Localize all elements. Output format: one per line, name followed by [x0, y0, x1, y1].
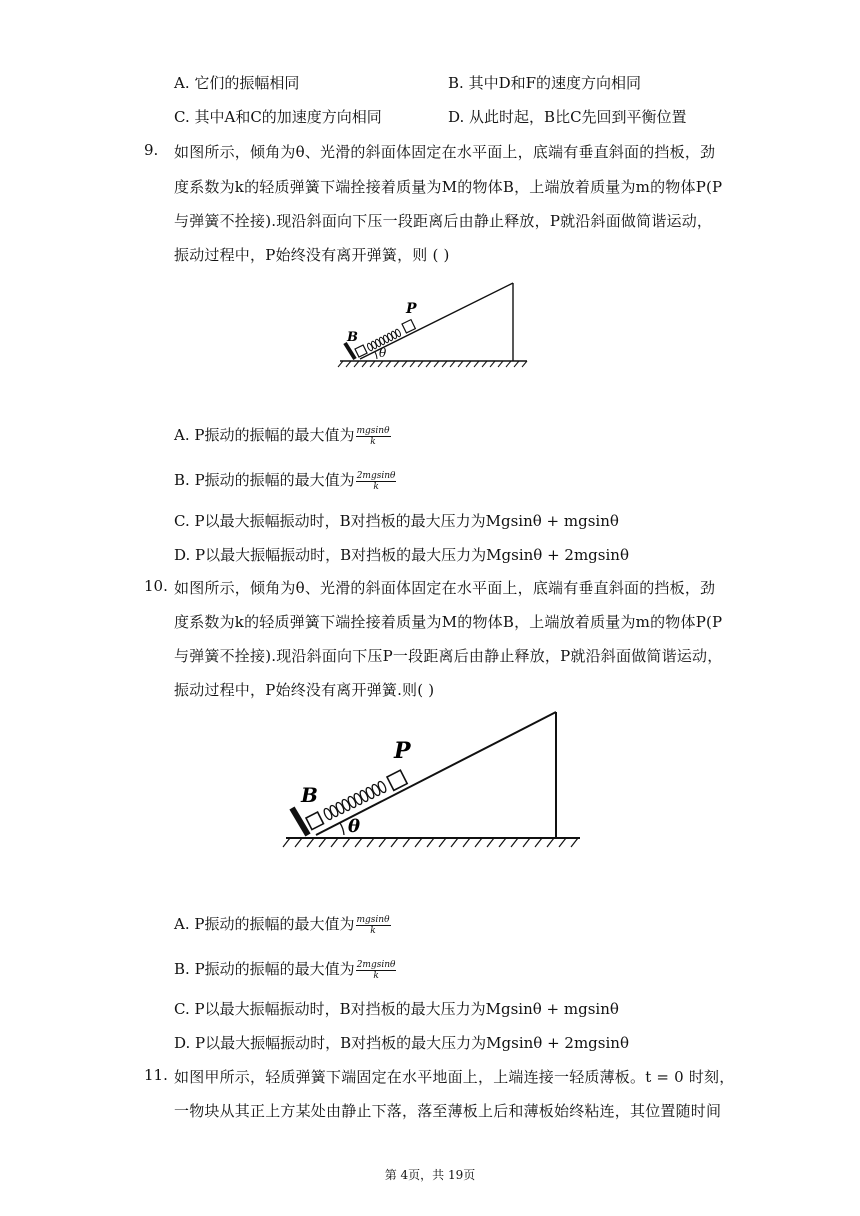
q10-b-fraction: $\frac{2mgsin\theta}{k}$ [356, 959, 396, 981]
q10-option-a: A. P振动的振幅的最大值为 $\frac{mgsin\theta}{k}$ [174, 914, 390, 936]
q10-option-b: B. P振动的振幅的最大值为 $\frac{2mgsin\theta}{k}$ [174, 959, 396, 981]
q10-label-p: P [394, 738, 411, 764]
q9-line-1: 如图所示，倾角为θ、光滑的斜面体固定在水平面上，底端有垂直斜面的挡板，劲 [174, 143, 716, 161]
q9-label-theta: θ [379, 346, 387, 360]
q9-number: 9. [144, 141, 159, 159]
q9-line-2: 度系数为k的轻质弹簧下端拴接着质量为M的物体B，上端放着质量为m的物体P(P [174, 178, 723, 196]
q10-option-c: C. P以最大振幅振动时，B对挡板的最大压力为Mgsinθ + mgsinθ [174, 1000, 619, 1018]
q11-line-2: 一物块从其正上方某处由静止下落，落至薄板上后和薄板始终粘连，其位置随时间 [174, 1102, 722, 1120]
q10-label-theta: θ [348, 816, 361, 837]
q9-line-3: 与弹簧不拴接).现沿斜面向下压一段距离后由静止释放，P就沿斜面做简谐运动， [174, 212, 713, 230]
q8-option-d: D. 从此时起，B比C先回到平衡位置 [448, 108, 687, 126]
q9-option-a: A. P振动的振幅的最大值为 $\frac{mgsin\theta}{k}$ [174, 425, 390, 447]
q9-a-fraction: $\frac{mgsin\theta}{k}$ [356, 425, 390, 447]
q8-option-b: B. 其中D和F的速度方向相同 [448, 74, 642, 92]
q9-option-d: D. P以最大振幅振动时，B对挡板的最大压力为Mgsinθ + 2mgsinθ [174, 546, 629, 564]
q10-line-3: 与弹簧不拴接).现沿斜面向下压P一段距离后由静止释放，P就沿斜面做简谐运动， [174, 647, 723, 665]
q10-line-1: 如图所示，倾角为θ、光滑的斜面体固定在水平面上，底端有垂直斜面的挡板，劲 [174, 579, 716, 597]
page-footer: 第 4页，共 19页 [384, 1168, 476, 1182]
q10-line-2: 度系数为k的轻质弹簧下端拴接着质量为M的物体B，上端放着质量为m的物体P(P [174, 613, 723, 631]
q11-line-1: 如图甲所示，轻质弹簧下端固定在水平地面上，上端连接一轻质薄板。t = 0 时刻， [174, 1068, 735, 1086]
q10-a-fraction: $\frac{mgsin\theta}{k}$ [356, 914, 390, 936]
q9-incline-figure [335, 275, 535, 375]
q10-line-4: 振动过程中，P始终没有离开弹簧.则( ) [174, 681, 435, 699]
q8-option-a: A. 它们的振幅相同 [174, 74, 300, 92]
q9-line-4: 振动过程中，P始终没有离开弹簧，则 ( ) [174, 246, 450, 264]
q10-number: 10. [144, 577, 168, 595]
q9-label-b: B [347, 330, 358, 345]
q10-option-d: D. P以最大振幅振动时，B对挡板的最大压力为Mgsinθ + 2mgsinθ [174, 1034, 629, 1052]
q9-label-p: P [406, 301, 417, 317]
q10-incline-figure [278, 702, 588, 857]
q11-number: 11. [144, 1066, 168, 1084]
q10-label-b: B [301, 783, 318, 807]
q9-option-c: C. P以最大振幅振动时，B对挡板的最大压力为Mgsinθ + mgsinθ [174, 512, 619, 530]
q9-option-b: B. P振动的振幅的最大值为 $\frac{2mgsin\theta}{k}$ [174, 470, 396, 492]
q8-option-c: C. 其中A和C的加速度方向相同 [174, 108, 382, 126]
q9-b-fraction: $\frac{2mgsin\theta}{k}$ [356, 470, 396, 492]
